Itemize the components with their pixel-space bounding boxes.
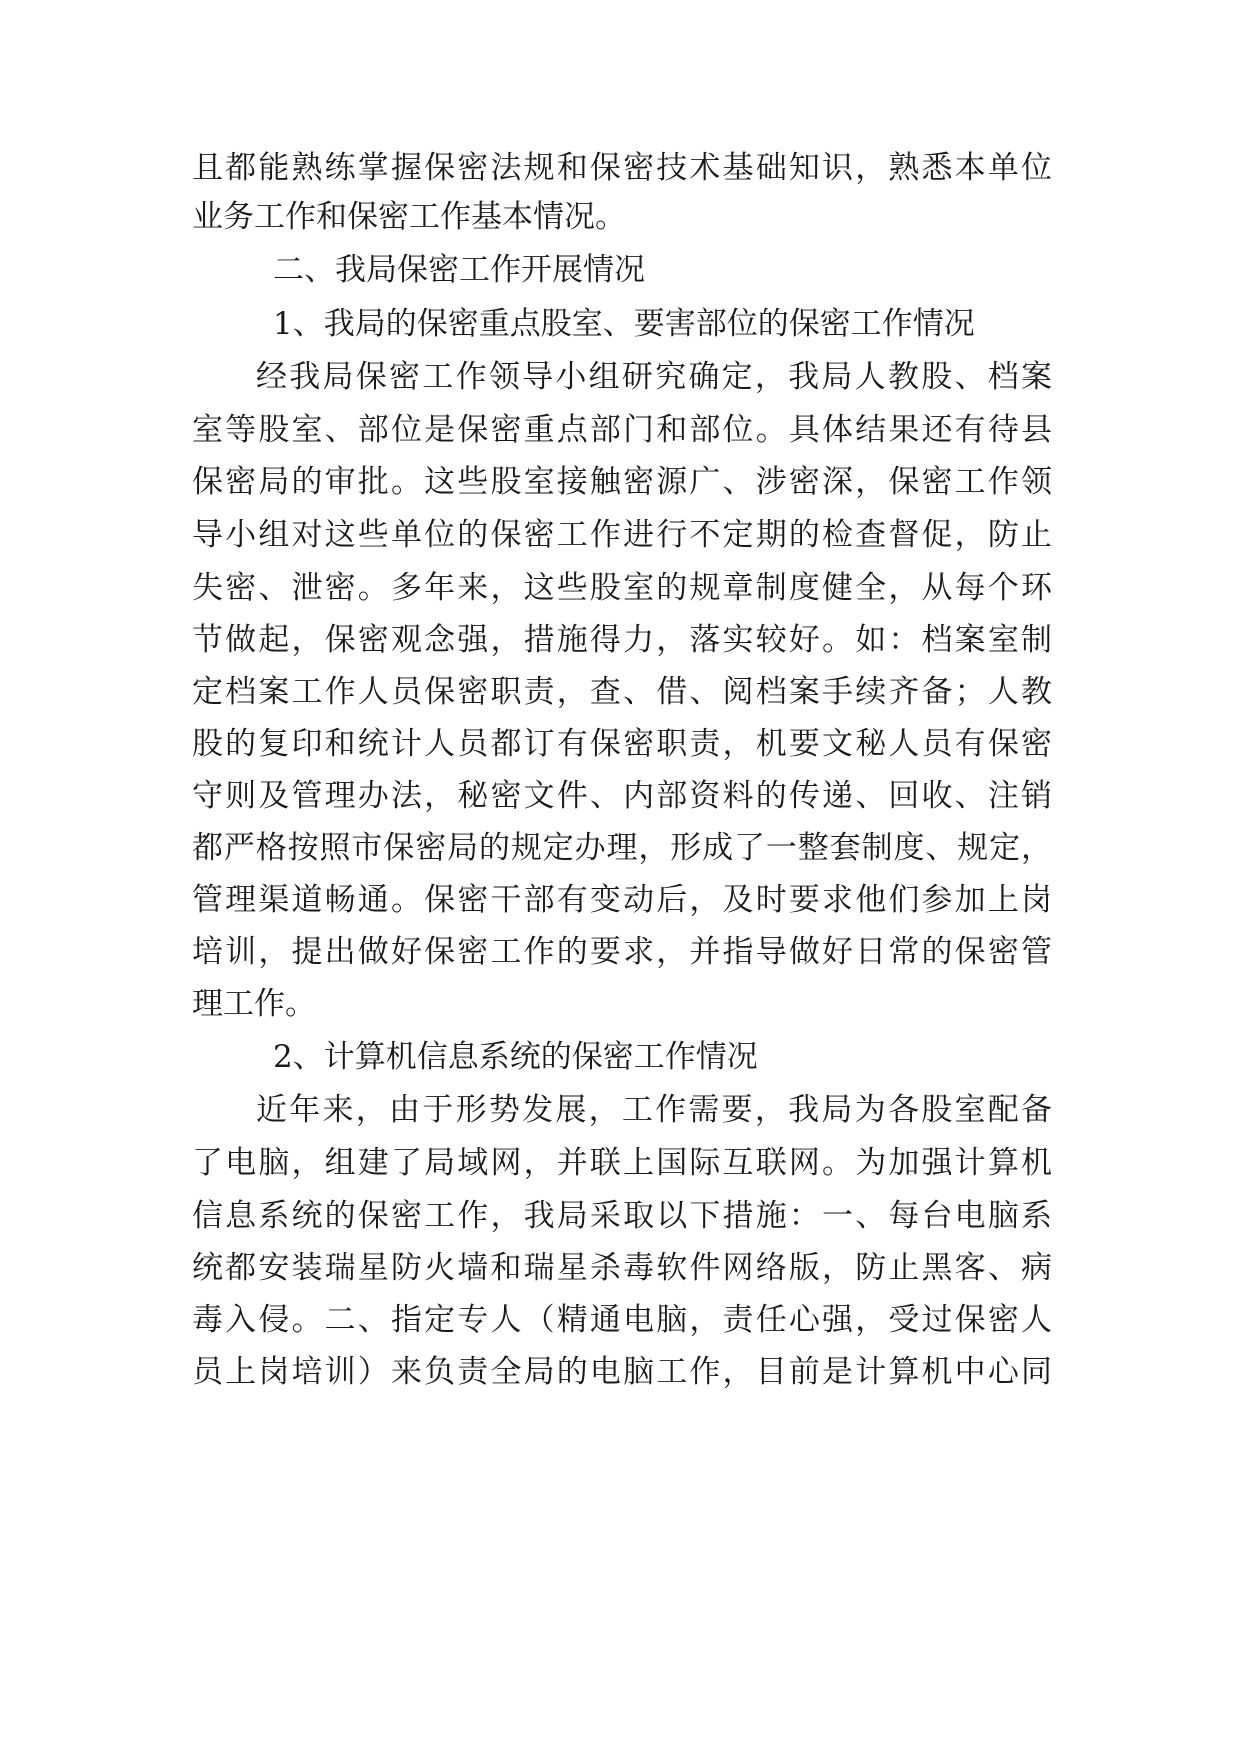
- body-text-line: 信息系统的保密工作，我局采取以下措施：一、每台电脑系: [192, 1198, 1052, 1234]
- subsection-heading: 2、计算机信息系统的保密工作情况: [273, 1039, 758, 1075]
- body-text-line: 统都安装瑞星防火墙和瑞星杀毒软件网络版，防止黑客、病: [192, 1250, 1052, 1286]
- body-text-line: 节做起，保密观念强，措施得力，落实较好。如：档案室制: [192, 622, 1052, 658]
- subsection-heading: 1、我局的保密重点股室、要害部位的保密工作情况: [273, 306, 975, 342]
- body-text-line: 室等股室、部位是保密重点部门和部位。具体结果还有待县: [192, 412, 1052, 448]
- body-text-line: 导小组对这些单位的保密工作进行不定期的检查督促，防止: [192, 517, 1052, 553]
- body-text-line: 守则及管理办法，秘密文件、内部资料的传递、回收、注销: [192, 778, 1052, 814]
- body-text-line: 保密局的审批。这些股室接触密源广、涉密深，保密工作领: [192, 464, 1052, 500]
- body-text-line: 理工作。: [192, 986, 316, 1022]
- body-text-line: 且都能熟练掌握保密法规和保密技术基础知识，熟悉本单位: [192, 150, 1052, 186]
- paragraph-first-line: 经我局保密工作领导小组研究确定，我局人教股、档案: [256, 359, 1052, 395]
- body-text-line: 了电脑，组建了局域网，并联上国际互联网。为加强计算机: [192, 1145, 1052, 1181]
- body-text-line: 失密、泄密。多年来，这些股室的规章制度健全，从每个环: [192, 570, 1052, 606]
- body-text-line: 毒入侵。二、指定专人（精通电脑，责任心强，受过保密人: [192, 1302, 1052, 1338]
- paragraph-first-line: 近年来，由于形势发展，工作需要，我局为各股室配备: [256, 1092, 1052, 1128]
- body-text-line: 股的复印和统计人员都订有保密职责，机要文秘人员有保密: [192, 726, 1052, 762]
- body-text-line: 都严格按照市保密局的规定办理，形成了一整套制度、规定，: [192, 830, 1052, 866]
- body-text-line: 培训，提出做好保密工作的要求，并指导做好日常的保密管: [192, 934, 1052, 970]
- body-text-line: 定档案工作人员保密职责，查、借、阅档案手续齐备；人教: [192, 674, 1052, 710]
- body-text-line: 管理渠道畅通。保密干部有变动后，及时要求他们参加上岗: [192, 882, 1052, 918]
- section-heading: 二、我局保密工作开展情况: [273, 252, 645, 288]
- body-text-line: 员上岗培训）来负责全局的电脑工作，目前是计算机中心同: [192, 1354, 1052, 1390]
- body-text-line: 业务工作和保密工作基本情况。: [192, 199, 626, 235]
